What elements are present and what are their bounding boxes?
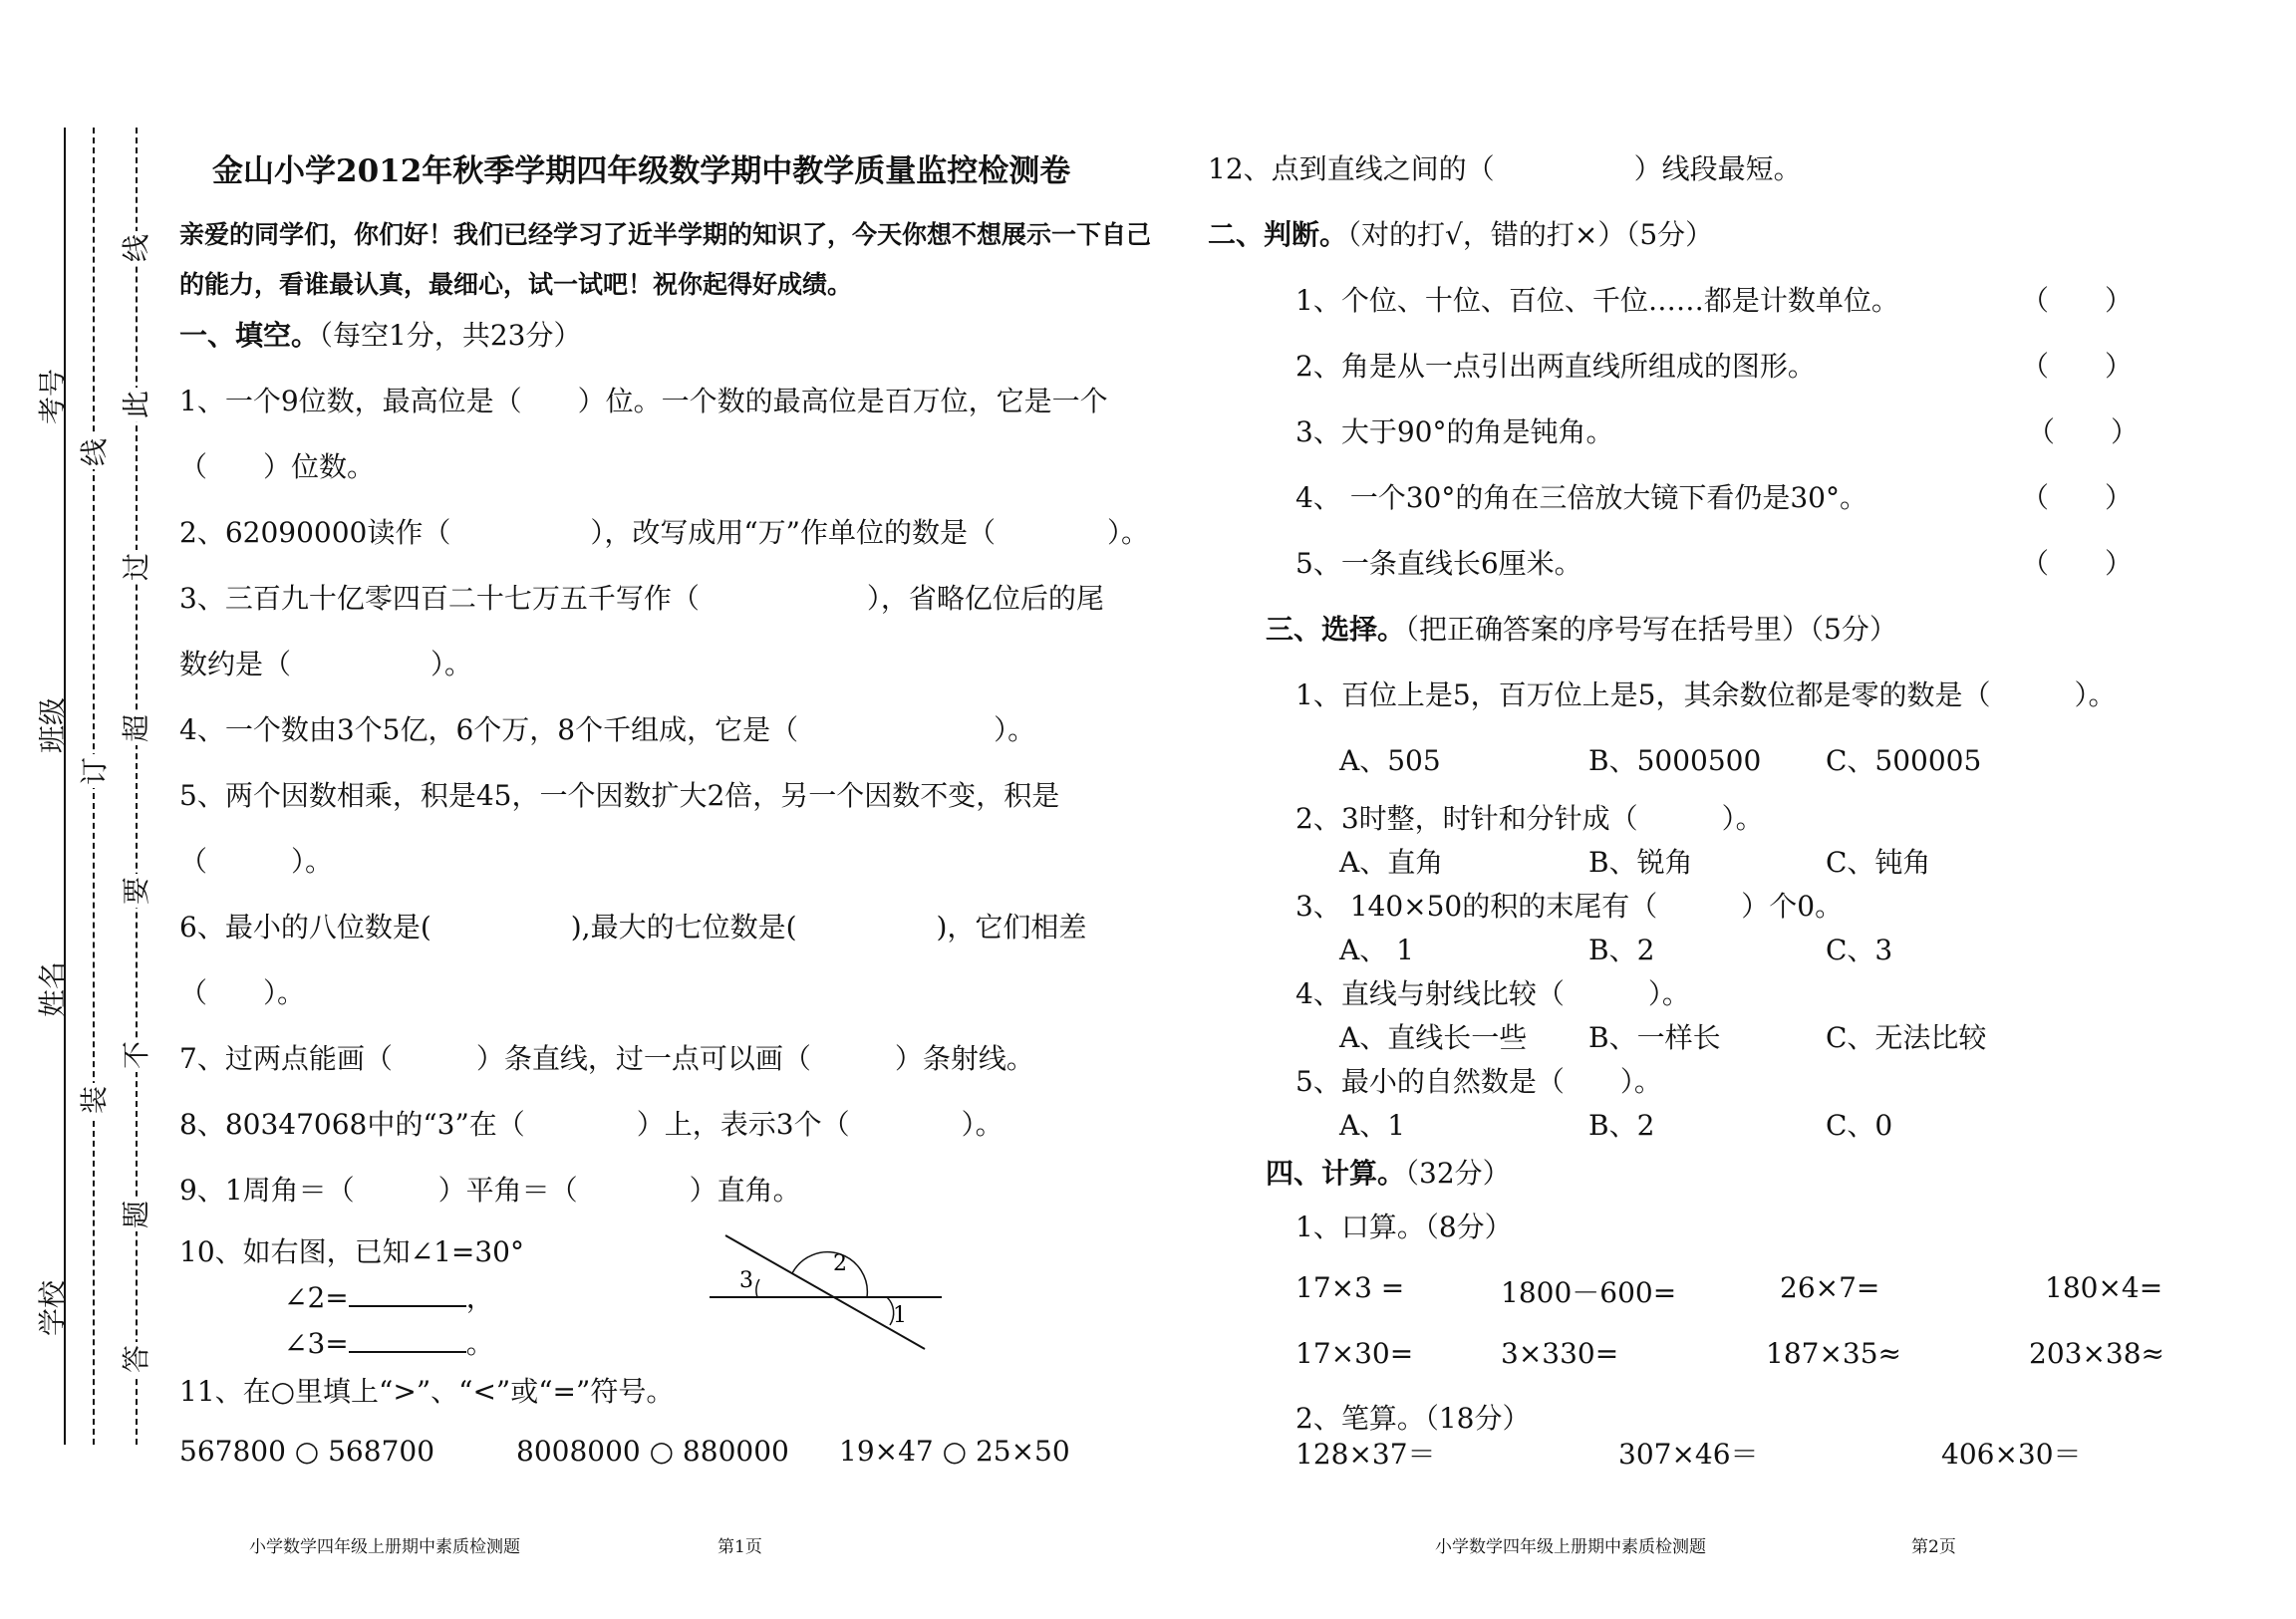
warning-char: 要 xyxy=(123,874,150,908)
binding-label-line: 线 xyxy=(81,435,109,469)
intro-line-1: 亲爱的同学们，你们好！我们已经学习了近半学期的知识了，今天你想不想展示一下自己 xyxy=(179,220,1152,249)
warning-char: 答 xyxy=(123,1342,150,1376)
angle-2-comma: ， xyxy=(465,1281,494,1314)
section-2-score: （对的打√，错的打×）（5分） xyxy=(1347,218,1714,251)
judge-item: 4、 一个30°的角在三倍放大镜下看仍是30°。 xyxy=(1295,481,1867,514)
choice-option-c[interactable]: C、钝角 xyxy=(1826,846,1931,879)
choice-option-c[interactable]: C、无法比较 xyxy=(1826,1021,1987,1054)
question-10-angle-3 xyxy=(284,1322,494,1362)
judge-answer-bracket[interactable]: （ ） xyxy=(2021,547,2134,580)
question-10-angle-2 xyxy=(284,1276,494,1316)
binding-label-order: 订 xyxy=(81,754,109,788)
question-10-intro: 10、如右图，已知∠1=30° xyxy=(179,1235,524,1268)
question-line: （ ）。 xyxy=(179,976,306,1009)
judge-item: 3、大于90°的角是钝角。 xyxy=(1295,415,1614,448)
choice-question: 1、百位上是5，百万位上是5，其余数位都是零的数是（ ）。 xyxy=(1295,678,2117,711)
question-line: 8、80347068中的“3”在（ ）上，表示3个（ ）。 xyxy=(179,1108,1004,1141)
question-11: 11、在○里填上“>”、“<”或“=”符号。 xyxy=(179,1375,675,1408)
choice-question: 2、3时整，时针和分针成（ ）。 xyxy=(1295,802,1764,835)
warning-char: 题 xyxy=(123,1198,150,1231)
warning-char: 超 xyxy=(123,711,150,745)
question-line: 4、一个数由3个5亿，6个万，8个千组成，它是（ ）。 xyxy=(179,713,1036,746)
question-line: 1、一个9位数，最高位是（ ）位。一个数的最高位是百万位，它是一个 xyxy=(179,385,1108,417)
question-line: 9、1周角＝（ ）平角＝（ ）直角。 xyxy=(179,1174,801,1207)
page-1-footer-title: 小学数学四年级上册期中素质检测题 xyxy=(249,1537,520,1557)
choice-option-b[interactable]: B、锐角 xyxy=(1588,846,1693,879)
question-line: （ ）。 xyxy=(179,845,334,878)
choice-question: 5、最小的自然数是（ ）。 xyxy=(1295,1065,1662,1098)
section-4-score: （32分） xyxy=(1405,1157,1511,1190)
oral-calc-item: 17×3 = xyxy=(1295,1271,1405,1304)
written-calc-item: 128×37＝ xyxy=(1295,1438,1436,1471)
binding-dashed-line-inner xyxy=(136,128,138,1445)
choice-option-a[interactable]: A、 1 xyxy=(1339,934,1414,966)
question-line: 6、最小的八位数是( ),最大的七位数是( )，它们相差 xyxy=(179,911,1087,944)
oral-calc-item: 1800－600= xyxy=(1501,1276,1677,1309)
question-line: 7、过两点能画（ ）条直线，过一点可以画（ ）条射线。 xyxy=(179,1042,1034,1075)
written-calc-heading: 2、笔算。（18分） xyxy=(1295,1402,1531,1435)
choice-option-c[interactable]: C、0 xyxy=(1826,1109,1893,1142)
choice-option-c[interactable]: C、500005 xyxy=(1826,744,1982,777)
judge-answer-bracket[interactable]: （ ） xyxy=(2027,415,2140,448)
oral-calc-item: 3×330= xyxy=(1501,1337,1619,1370)
oral-calc-item: 180×4= xyxy=(2045,1271,2163,1304)
judge-answer-bracket[interactable]: （ ） xyxy=(2021,350,2134,383)
question-line: 5、两个因数相乘，积是45，一个因数扩大2倍，另一个因数不变，积是 xyxy=(179,779,1060,812)
school-label: 学校 xyxy=(36,1279,69,1336)
class-label: 班级 xyxy=(36,696,69,753)
section-4-heading xyxy=(1266,1152,1511,1192)
exam-title: 金山小学2012年秋季学期四年级数学期中教学质量监控检测卷 xyxy=(212,153,1071,189)
compare-item: 19×47 ○ 25×50 xyxy=(839,1435,1070,1468)
section-3-title: 三、选择。 xyxy=(1266,613,1406,646)
section-1-score: （每空1分，共23分） xyxy=(319,319,582,352)
section-3-score: （把正确答案的序号写在括号里）（5分） xyxy=(1405,613,1897,646)
choice-question: 3、 140×50的积的末尾有（ ）个0。 xyxy=(1295,890,1844,923)
question-12: 12、点到直线之间的（ ）线段最短。 xyxy=(1208,152,1802,185)
question-line: 3、三百九十亿零四百二十七万五千写作（ ），省略亿位后的尾 xyxy=(179,582,1104,615)
warning-char: 不 xyxy=(123,1038,150,1072)
question-line: 2、62090000读作（ ），改写成用“万”作单位的数是（ ）。 xyxy=(179,516,1149,549)
choice-option-b[interactable]: B、5000500 xyxy=(1588,744,1762,777)
angle-3-label: 3 xyxy=(739,1268,753,1293)
angle-3-answer-blank[interactable] xyxy=(349,1329,466,1353)
choice-option-a[interactable]: A、1 xyxy=(1339,1109,1406,1142)
angle-3-arc xyxy=(756,1279,759,1297)
page-1-footer-number: 第1页 xyxy=(718,1537,762,1557)
angle-1-label: 1 xyxy=(893,1303,907,1328)
judge-item: 2、角是从一点引出两直线所组成的图形。 xyxy=(1295,350,1816,383)
section-1-heading xyxy=(179,314,581,354)
section-2-title: 二、判断。 xyxy=(1208,218,1348,251)
section-1-title: 一、填空。 xyxy=(179,319,320,352)
choice-option-a[interactable]: A、505 xyxy=(1339,744,1441,777)
written-calc-item: 307×46＝ xyxy=(1618,1438,1759,1471)
oral-calc-item: 26×7= xyxy=(1780,1271,1880,1304)
written-calc-item: 406×30＝ xyxy=(1941,1438,2082,1471)
question-line: （ ）位数。 xyxy=(179,450,376,483)
compare-item: 567800 ○ 568700 xyxy=(179,1435,435,1468)
intro-line-2: 的能力，看谁最认真，最细心，试一试吧！祝你起得好成绩。 xyxy=(179,270,853,299)
binding-label-bind: 装 xyxy=(81,1083,109,1117)
warning-char: 线 xyxy=(123,231,150,265)
oral-calc-item: 203×38≈ xyxy=(2029,1337,2164,1370)
oral-calc-item: 187×35≈ xyxy=(1766,1337,1901,1370)
oral-calc-heading: 1、口算。（8分） xyxy=(1295,1211,1513,1243)
choice-option-b[interactable]: B、一样长 xyxy=(1588,1021,1721,1054)
judge-item: 5、一条直线长6厘米。 xyxy=(1295,547,1582,580)
question-line: 数约是（ ）。 xyxy=(179,648,473,680)
binding-solid-line xyxy=(64,128,66,1445)
choice-option-b[interactable]: B、2 xyxy=(1588,1109,1655,1142)
compare-item: 8008000 ○ 880000 xyxy=(516,1435,789,1468)
angle-2-arc xyxy=(792,1252,867,1297)
choice-option-b[interactable]: B、2 xyxy=(1588,934,1655,966)
warning-char: 过 xyxy=(123,550,150,584)
name-label: 姓名 xyxy=(36,960,69,1017)
angle-2-answer-blank[interactable] xyxy=(349,1283,466,1307)
choice-option-a[interactable]: A、直角 xyxy=(1339,846,1444,879)
judge-item: 1、个位、十位、百位、千位……都是计数单位。 xyxy=(1295,284,1899,317)
exam-number-label: 考号 xyxy=(36,368,69,424)
oral-calc-item: 17×30= xyxy=(1295,1337,1414,1370)
choice-question: 4、直线与射线比较（ ）。 xyxy=(1295,977,1690,1010)
angle-3-label: ∠3= xyxy=(284,1327,349,1360)
section-2-heading xyxy=(1208,213,1713,253)
angle-2-label: 2 xyxy=(833,1251,847,1276)
angle-3-period: 。 xyxy=(465,1327,494,1360)
angle-2-label: ∠2= xyxy=(284,1281,349,1314)
judge-answer-bracket[interactable]: （ ） xyxy=(2021,481,2134,514)
section-4-title: 四、计算。 xyxy=(1266,1157,1406,1190)
angle-figure xyxy=(698,1225,957,1355)
warning-char: 此 xyxy=(123,388,150,421)
choice-option-a[interactable]: A、直线长一些 xyxy=(1339,1021,1528,1054)
section-3-heading xyxy=(1266,608,1897,648)
page-2-footer-title: 小学数学四年级上册期中素质检测题 xyxy=(1435,1537,1706,1557)
choice-option-c[interactable]: C、3 xyxy=(1826,934,1893,966)
page-2-footer-number: 第2页 xyxy=(1911,1537,1956,1557)
judge-answer-bracket[interactable]: （ ） xyxy=(2021,284,2134,317)
